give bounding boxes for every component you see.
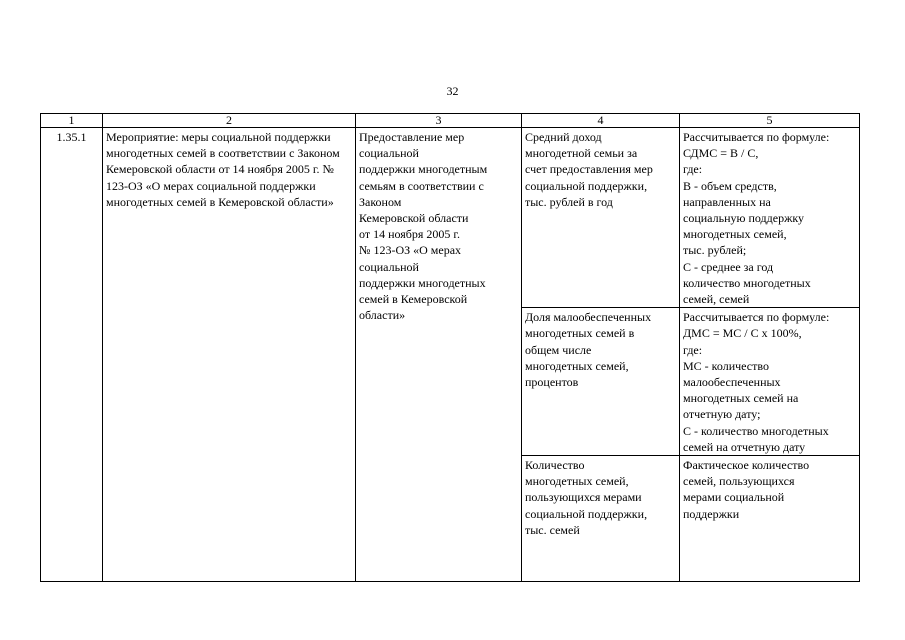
page-number: 32 — [446, 84, 459, 98]
cell-line: многодетной семьи за — [525, 146, 638, 161]
cell-line: направленных на — [683, 194, 771, 209]
cell-line: многодетных семей, — [525, 358, 629, 373]
cell-line: тыс. рублей в год — [525, 194, 613, 209]
table-row — [41, 128, 860, 308]
cell-line: поддержки — [683, 506, 740, 521]
description-cell — [356, 128, 522, 582]
indicator-name-cell — [522, 128, 680, 308]
cell-line: социальной — [359, 146, 419, 161]
cell-line: Рассчитывается по формуле: — [683, 310, 830, 325]
cell-line: многодетных семей на — [683, 391, 799, 406]
cell-line: малообеспеченных — [683, 375, 781, 390]
cell-line: многодетных семей, — [525, 474, 629, 489]
header-col-1: 1 — [41, 114, 103, 128]
cell-line: социальной — [359, 259, 419, 274]
row-number: 1.35.1 — [41, 128, 103, 582]
cell-line: социальной поддержки, — [525, 178, 648, 193]
cell-line: Доля малообеспеченных — [525, 310, 652, 325]
cell-line: общем числе — [525, 342, 592, 357]
cell-line: поддержки многодетных — [359, 275, 486, 290]
cell-line: социальную поддержку — [683, 211, 805, 226]
cell-line: многодетных семей, — [683, 227, 787, 242]
cell-line: Законом — [359, 194, 402, 209]
cell-line: от 14 ноября 2005 г. — [359, 227, 460, 242]
calculation-method-cell — [680, 456, 860, 582]
indicator-name-cell — [522, 456, 680, 582]
cell-line: где: — [683, 342, 703, 357]
calculation-method-cell — [680, 308, 860, 456]
cell-line: процентов — [525, 375, 579, 390]
header-col-4: 4 — [522, 114, 680, 128]
cell-line: ДМС = МС / С х 100%, — [683, 326, 802, 341]
header-col-2: 2 — [103, 114, 356, 128]
cell-line: мерами социальной — [683, 490, 785, 505]
cell-line: Количество — [525, 458, 585, 473]
cell-line: семей на отчетную дату — [683, 439, 806, 454]
header-row — [41, 114, 860, 128]
cell-line: социальной поддержки, — [525, 506, 648, 521]
cell-line: отчетную дату; — [683, 407, 761, 422]
cell-line: количество многодетных — [683, 275, 811, 290]
cell-line: семей, семей — [683, 292, 750, 307]
cell-line: Кемеровской области — [359, 211, 469, 226]
event-cell: Мероприятие: меры социальной поддержки многодетных семей в соответствии с Законом Кемеровской области от 14 ноября 2005 г. № 123-ОЗ «О мерах социальной поддержки многодетных семей в Кемеровской области» — [103, 128, 356, 582]
indicator-table — [40, 113, 860, 582]
cell-line: семьям в соответствии с — [359, 178, 484, 193]
cell-line: тыс. семей — [525, 522, 580, 537]
cell-line: Средний доход — [525, 130, 602, 144]
cell-line: области» — [359, 308, 406, 323]
cell-line: семей в Кемеровской — [359, 292, 468, 307]
cell-line: Предоставление мер — [359, 130, 465, 144]
cell-line: Фактическое количество — [683, 458, 810, 473]
indicator-name-cell — [522, 308, 680, 456]
cell-line: многодетных семей в — [525, 326, 635, 341]
calculation-method-cell — [680, 128, 860, 308]
cell-line: СДМС = В / С, — [683, 146, 759, 161]
header-col-3: 3 — [356, 114, 522, 128]
cell-line: МС - количество — [683, 358, 769, 373]
cell-line: Рассчитывается по формуле: — [683, 130, 830, 144]
cell-line: счет предоставления мер — [525, 162, 653, 177]
cell-line: № 123-ОЗ «О мерах — [359, 243, 462, 258]
cell-line: С - количество многодетных — [683, 423, 829, 438]
cell-line: С - среднее за год — [683, 259, 774, 274]
header-col-5: 5 — [680, 114, 860, 128]
cell-line: пользующихся мерами — [525, 490, 642, 505]
cell-line: семей, пользующихся — [683, 474, 795, 489]
cell-line: В - объем средств, — [683, 178, 777, 193]
cell-line: тыс. рублей; — [683, 243, 747, 258]
cell-line: где: — [683, 162, 703, 177]
cell-line: поддержки многодетным — [359, 162, 488, 177]
